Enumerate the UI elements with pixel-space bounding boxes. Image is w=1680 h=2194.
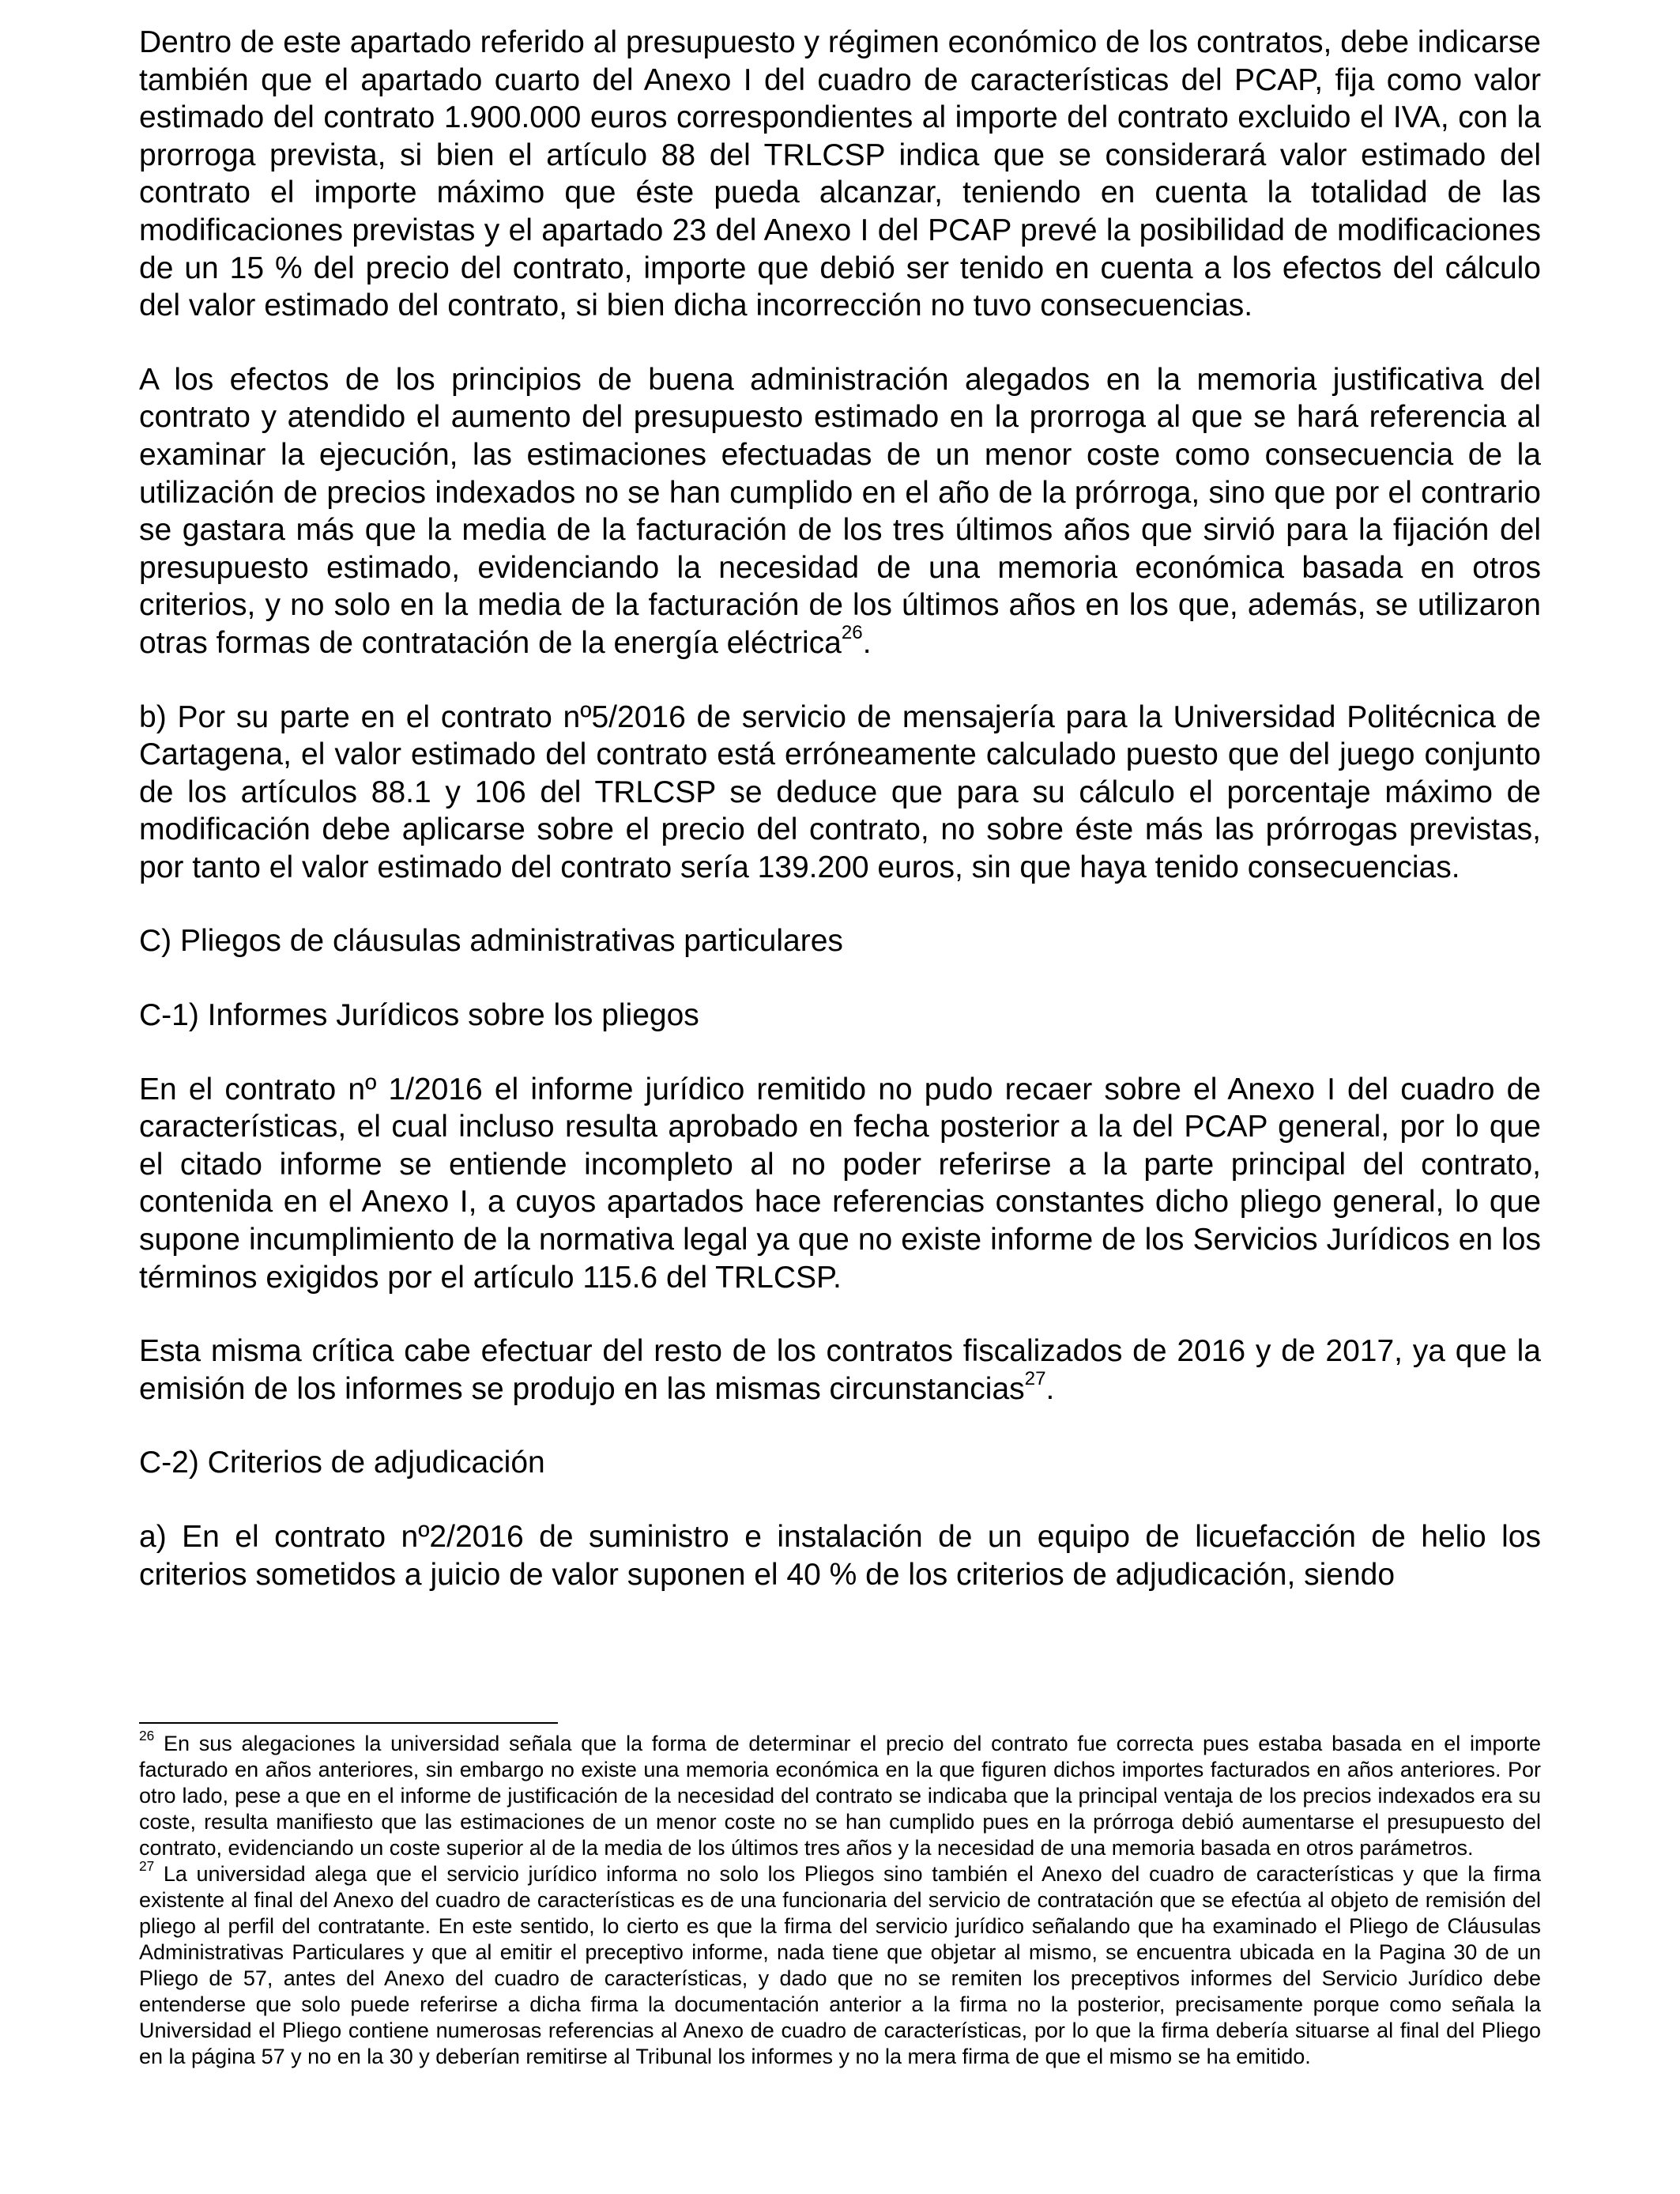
- heading-text: C) Pliegos de cláusulas administrativas particulares: [139, 924, 843, 959]
- paragraph-text: a) En el contrato nº2/2016 de suministro e instalación de un equipo de licuefacción de helio los criterios sometidos a juicio de valor suponen el 40 % de los criterios de adjudicación, siendo: [139, 1520, 1541, 1592]
- paragraph-misma-critica: [139, 1333, 1541, 1408]
- paragraph-contrato-helio: [139, 1518, 1541, 1593]
- paragraph-text: A los efectos de los principios de buena administración alegados en la memoria justificativa del contrato y atendido el aumento del presupuesto estimado en la prorroga al que se hará referencia al examinar la ejecución, las estimaciones efectuadas de un menor coste como consecuencia de la utilización de precios indexados no se han cumplido en el año de la prórroga, sino que por el contrario se gastara más que la media de la facturación de los tres últimos años que sirvió para la fijación del presupuesto estimado, evidenciando la necesidad de una memoria económica basada en otros criterios, y no solo en la media de la facturación de los últimos años en los que, además, se utilizaron otras formas de contratación de la energía eléctrica: [139, 362, 1541, 660]
- paragraph-text: En el contrato nº 1/2016 el informe jurídico remitido no pudo recaer sobre el Anexo I del cuadro de características, el cual incluso resulta aprobado en fecha posterior a la del PCAP general, por lo que el citado informe se entiende incompleto al no poder referirse a la parte principal del contrato, contenida en el Anexo I, a cuyos apartados hace referencias constantes dicho pliego general, lo que supone incumplimiento de la normativa legal ya que no existe informe de los Servicios Jurídicos en los términos exigidos por el artículo 115.6 del TRLCSP.: [139, 1072, 1541, 1295]
- footnote-26: [139, 1728, 1541, 1861]
- footnote-number: 27: [139, 1858, 155, 1875]
- paragraph-buena-administracion: [139, 361, 1541, 662]
- heading-text: C-1) Informes Jurídicos sobre los pliegos: [139, 998, 699, 1033]
- footnote-ref-27[interactable]: 27: [1024, 1368, 1046, 1390]
- footnote-text: En sus alegaciones la universidad señala que la forma de determinar el precio del contrato fue correcta pues estaba basada en el importe facturado en años anteriores, sin embargo no existe una memoria económica en la que figuren dichos importes facturados en años anteriores. Por otro lado, pese a que en el informe de justificación de la necesidad del contrato se indicaba que la principal ventaja de los precios indexados era su coste, resulta manifiesto que las estimaciones de un menor coste no se han cumplido pues en la prórroga debió aumentarse el presupuesto del contrato, evidenciando un coste superior al de la media de los últimos tres años y la necesidad de una memoria basada en otros parámetros.: [139, 1732, 1541, 1860]
- footnote-27: [139, 1858, 1541, 2070]
- heading-text: C-2) Criterios de adjudicación: [139, 1446, 545, 1480]
- paragraph-text: b) Por su parte en el contrato nº5/2016 de servicio de mensajería para la Universidad Politécnica de Cartagena, el valor estimado del contrato está erróneamente calculado puesto que del juego conjunto de los artículos 88.1 y 106 del TRLCSP se deduce que para su cálculo el porcentaje máximo de modificación debe aplicarse sobre el precio del contrato, no sobre éste más las prórrogas previstas, por tanto el valor estimado del contrato sería 139.200 euros, sin que haya tenido consecuencias.: [139, 699, 1541, 884]
- section-heading-pliegos: [139, 922, 1541, 960]
- body-text: [139, 24, 1541, 1630]
- section-heading-informes-juridicos: [139, 997, 1541, 1035]
- paragraph-text-end: .: [862, 625, 872, 660]
- paragraph-text-end: .: [1045, 1371, 1055, 1406]
- footnote-ref-26[interactable]: 26: [841, 622, 863, 644]
- footnote-text: La universidad alega que el servicio jurídico informa no solo los Pliegos sino también el Anexo del cuadro de características y que la firma existente al final del Anexo del cuadro de características es de una funcionaria del servicio de contratación que se efectúa al objeto de remisión del pliego al perfil del contratante. En este sentido, lo cierto es que la firma del servicio jurídico señalando que ha examinado el Pliego de Cláusulas Administrativas Particulares y que al emitir el preceptivo informe, nada tiene que objetar al mismo, se encuentra ubicada en la Pagina 30 de un Pliego de 57, antes del Anexo del cuadro de características, y dado que no se remiten los preceptivos informes del Servicio Jurídico debe entenderse que solo puede referirse a dicha firma la documentación anterior a la firma no la posterior, precisamente porque como señala la Universidad el Pliego contiene numerosas referencias al Anexo de cuadro de características, por lo que la firma debería situarse al final del Pliego en la página 57 y no en la 30 y deberían remitirse al Tribunal los informes y no la mera firma de que el mismo se ha emitido.: [139, 1862, 1541, 2068]
- footnote-separator: [139, 1722, 558, 1724]
- paragraph-informe-juridico: [139, 1071, 1541, 1297]
- paragraph-text: Esta misma crítica cabe efectuar del resto de los contratos fiscalizados de 2016 y de 2017, ya que la emisión de los informes se produjo en las mismas circunstancias: [139, 1334, 1541, 1406]
- footnotes: [139, 1728, 1541, 2070]
- paragraph-contrato-mensajeria: [139, 699, 1541, 887]
- paragraph-valor-estimado: [139, 24, 1541, 325]
- footnote-number: 26: [139, 1728, 155, 1744]
- section-heading-criterios-adjudicacion: [139, 1444, 1541, 1482]
- paragraph-text: Dentro de este apartado referido al presupuesto y régimen económico de los contratos, debe indicarse también que el apartado cuarto del Anexo I del cuadro de características del PCAP, fija como valor estimado del contrato 1.900.000 euros correspondientes al importe del contrato excluido el IVA, con la prorroga prevista, si bien el artículo 88 del TRLCSP indica que se considerará valor estimado del contrato el importe máximo que éste pueda alcanzar, teniendo en cuenta la totalidad de las modificaciones previstas y el apartado 23 del Anexo I del PCAP prevé la posibilidad de modificaciones de un 15 % del precio del contrato, importe que debió ser tenido en cuenta a los efectos del cálculo del valor estimado del contrato, si bien dicha incorrección no tuvo consecuencias.: [139, 25, 1541, 323]
